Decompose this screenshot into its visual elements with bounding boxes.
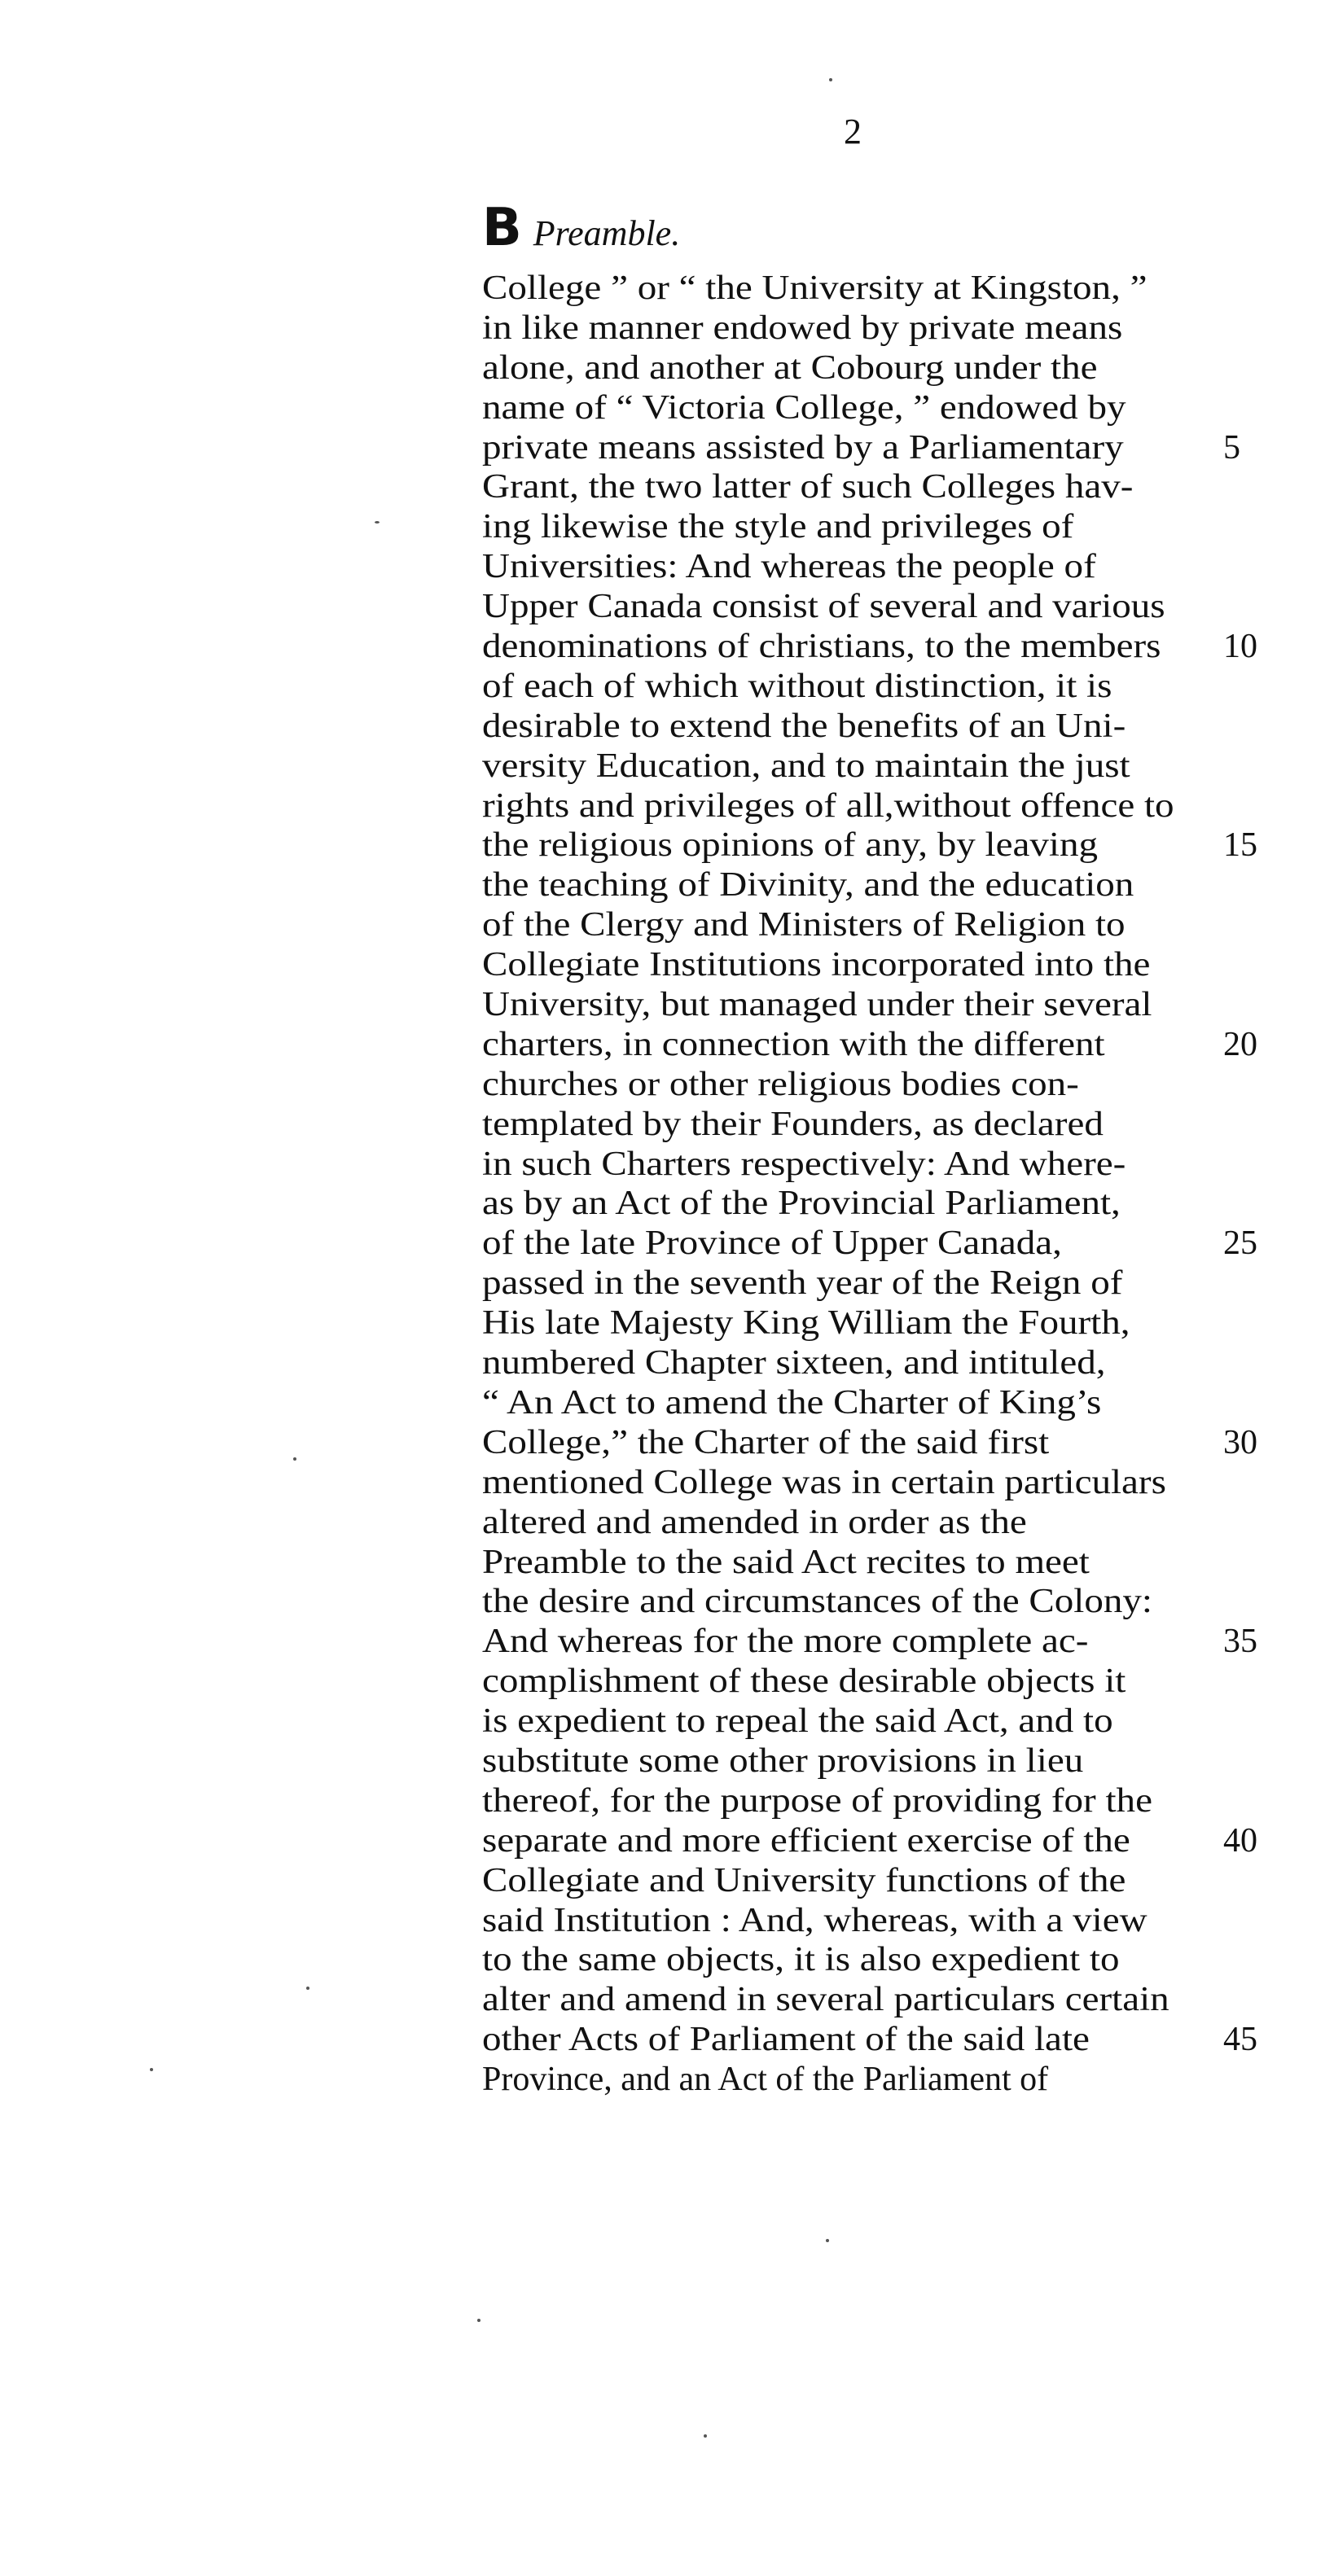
line-text: complishment of these desirable objects it xyxy=(482,1663,1126,1701)
text-line xyxy=(482,309,1215,348)
paper-speck xyxy=(375,521,380,524)
text-line xyxy=(482,786,1215,826)
marginal-heading: Preamble. xyxy=(533,213,681,253)
text-line xyxy=(482,2060,1215,2100)
text-line xyxy=(482,1781,1215,1821)
text-line xyxy=(482,747,1215,786)
line-number: 25 xyxy=(1223,1224,1257,1263)
line-text: numbered Chapter sixteen, and intituled, xyxy=(482,1344,1106,1382)
line-text: desirable to extend the benefits of an Uni- xyxy=(482,707,1126,745)
line-text: substitute some other provisions in lieu xyxy=(482,1741,1084,1780)
text-line xyxy=(482,348,1215,388)
line-text: And whereas for the more complete ac- xyxy=(482,1623,1089,1661)
text-line xyxy=(482,865,1215,905)
line-text: other Acts of Parliament of the said late xyxy=(482,2021,1090,2059)
text-line xyxy=(482,1980,1215,2020)
text-line xyxy=(482,1303,1215,1343)
text-line xyxy=(482,1264,1215,1303)
text-line xyxy=(482,1105,1215,1145)
text-line xyxy=(482,1940,1215,1980)
text-line xyxy=(482,1463,1215,1503)
line-text: charters, in connection with the different xyxy=(482,1025,1105,1063)
text-line xyxy=(482,1662,1215,1702)
text-line xyxy=(482,2020,1257,2060)
line-text: of each of which without distinction, it is xyxy=(482,667,1112,705)
text-line xyxy=(482,1065,1215,1105)
line-text: in such Charters respectively: And where- xyxy=(482,1145,1126,1183)
line-text: mentioned College was in certain particulars xyxy=(482,1463,1166,1501)
signature-mark: B xyxy=(482,198,522,258)
paper-speck xyxy=(306,1987,309,1990)
text-line xyxy=(482,985,1215,1025)
line-text: denominations of christians, to the members xyxy=(482,628,1161,666)
line-text: rights and privileges of all,without offence to xyxy=(482,786,1174,825)
line-text: Preamble to the said Act recites to meet xyxy=(482,1543,1090,1581)
paper-speck xyxy=(829,78,832,81)
line-number: 20 xyxy=(1223,1025,1257,1063)
line-text: templated by their Founders, as declared xyxy=(482,1105,1104,1143)
text-line xyxy=(482,1383,1215,1423)
line-text: Universities: And whereas the people of xyxy=(482,548,1096,586)
line-text: said Institution : And, whereas, with a view xyxy=(482,1901,1148,1939)
line-text: the teaching of Divinity, and the education xyxy=(482,866,1134,905)
text-line xyxy=(482,627,1257,667)
line-text: alter and amend in several particulars certain xyxy=(482,1981,1169,2019)
paper-speck xyxy=(293,1457,296,1461)
text-line xyxy=(482,905,1215,945)
text-line xyxy=(482,1224,1257,1264)
line-text: College,” the Charter of the said first xyxy=(482,1423,1050,1461)
text-line xyxy=(482,1622,1257,1662)
text-line xyxy=(482,826,1257,865)
line-number: 5 xyxy=(1223,428,1240,467)
line-text: passed in the seventh year of the Reign of xyxy=(482,1264,1123,1303)
paper-speck xyxy=(477,2319,481,2322)
line-text: versity Education, and to maintain the just xyxy=(482,747,1130,785)
line-text: Province, and an Act of the Parliament of xyxy=(482,2061,1049,2099)
text-line xyxy=(482,1702,1215,1741)
text-line xyxy=(482,1821,1257,1861)
line-text: Collegiate Institutions incorporated into the xyxy=(482,946,1151,984)
line-number: 40 xyxy=(1223,1821,1257,1860)
paper-speck xyxy=(704,2434,707,2438)
text-line xyxy=(482,547,1215,587)
text-line xyxy=(482,945,1215,985)
line-text: separate and more efficient exercise of the xyxy=(482,1821,1130,1860)
line-text: the desire and circumstances of the Colony: xyxy=(482,1583,1152,1621)
text-line xyxy=(482,1901,1215,1941)
line-number: 15 xyxy=(1223,826,1257,865)
line-number: 35 xyxy=(1223,1623,1257,1661)
text-line xyxy=(482,1582,1215,1622)
line-number: 10 xyxy=(1223,628,1257,666)
body-text xyxy=(482,269,1257,2100)
section-heading xyxy=(482,198,681,258)
text-line xyxy=(482,269,1215,309)
line-text: Grant, the two latter of such Colleges hav- xyxy=(482,468,1134,506)
paper-speck xyxy=(150,2068,153,2071)
line-text: of the late Province of Upper Canada, xyxy=(482,1224,1062,1263)
line-text: “ An Act to amend the Charter of King’s xyxy=(482,1383,1102,1422)
line-text: in like manner endowed by private means xyxy=(482,309,1123,347)
line-text: name of “ Victoria College, ” endowed by xyxy=(482,388,1126,427)
line-text: the religious opinions of any, by leaving xyxy=(482,826,1098,865)
line-text: His late Majesty King William the Fourth, xyxy=(482,1304,1130,1343)
text-line xyxy=(482,507,1215,547)
line-text: Upper Canada consist of several and various xyxy=(482,588,1165,626)
line-number: 30 xyxy=(1223,1423,1257,1461)
line-text: ing likewise the style and privileges of xyxy=(482,508,1074,546)
text-line xyxy=(482,667,1215,707)
text-line xyxy=(482,1423,1257,1463)
paper-speck xyxy=(826,2239,829,2242)
text-line xyxy=(482,1025,1257,1065)
line-text: of the Clergy and Ministers of Religion to xyxy=(482,906,1126,944)
text-line xyxy=(482,467,1215,507)
text-line xyxy=(482,1145,1215,1185)
text-line xyxy=(482,707,1215,747)
line-text: Collegiate and University functions of the xyxy=(482,1861,1126,1899)
line-text: thereof, for the purpose of providing for the xyxy=(482,1781,1152,1820)
line-text: is expedient to repeal the said Act, and to xyxy=(482,1702,1113,1741)
line-text: to the same objects, it is also expedient to xyxy=(482,1941,1120,1979)
text-line xyxy=(482,1503,1215,1543)
text-line xyxy=(482,587,1215,627)
text-line xyxy=(482,1184,1215,1224)
text-line xyxy=(482,1343,1215,1383)
line-text: churches or other religious bodies con- xyxy=(482,1065,1079,1103)
text-line xyxy=(482,1741,1215,1781)
line-text: University, but managed under their several xyxy=(482,986,1152,1024)
text-line xyxy=(482,388,1215,428)
text-line xyxy=(482,428,1240,468)
line-text: alone, and another at Cobourg under the xyxy=(482,348,1098,387)
text-line xyxy=(482,1861,1215,1901)
page-number: 2 xyxy=(844,112,862,151)
line-number: 45 xyxy=(1223,2021,1257,2059)
line-text: private means assisted by a Parliamentary xyxy=(482,428,1124,467)
line-text: College ” or “ the University at Kingston, ” xyxy=(482,269,1148,307)
line-text: as by an Act of the Provincial Parliament, xyxy=(482,1185,1121,1223)
line-text: altered and amended in order as the xyxy=(482,1503,1027,1541)
text-line xyxy=(482,1543,1215,1583)
